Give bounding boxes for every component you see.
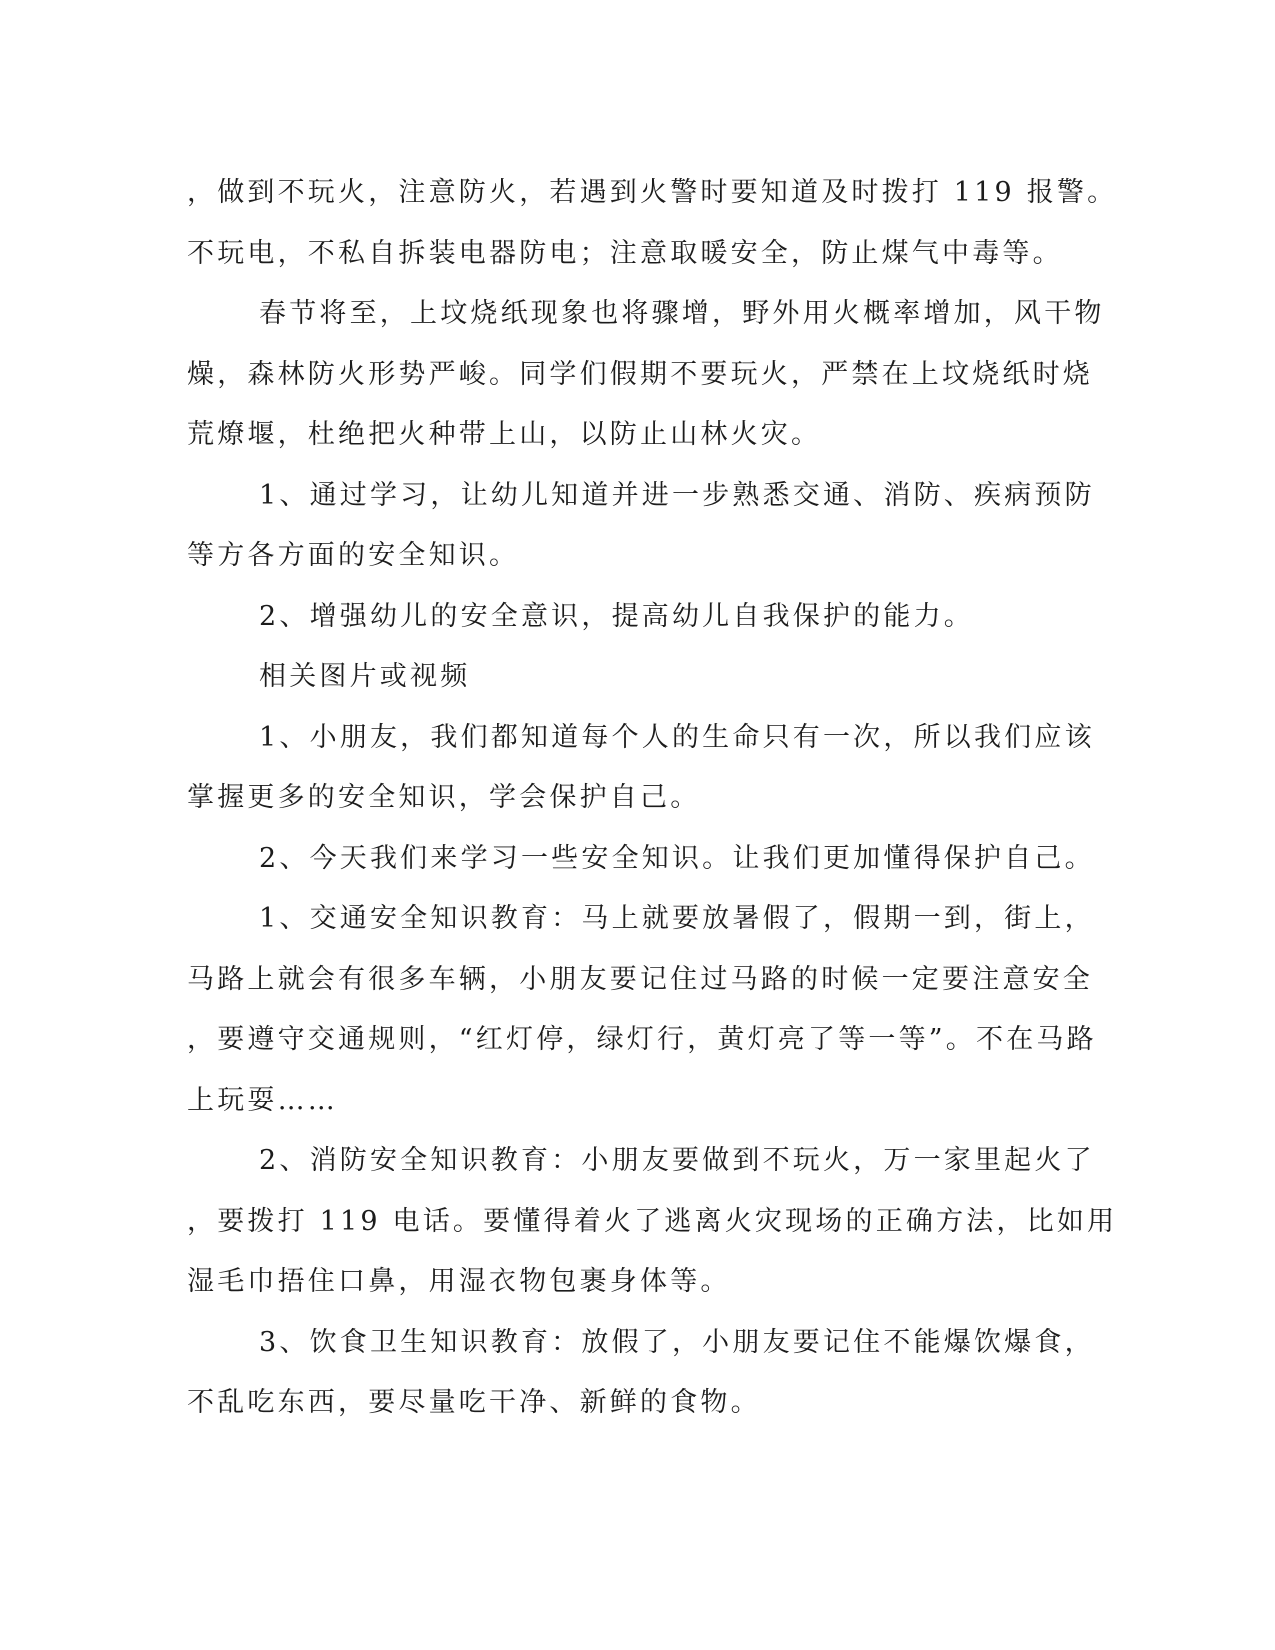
text-line: 1、交通安全知识教育：马上就要放暑假了，假期一到，街上，: [259, 903, 1095, 934]
text-line: 2、增强幼儿的安全意识，提高幼儿自我保护的能力。: [259, 600, 974, 632]
text-line: 湿毛巾捂住口鼻，用湿衣物包裹身体等。: [187, 1266, 731, 1297]
text-line: ，要拨打 119 电话。要懂得着火了逃离火灾现场的正确方法，比如用: [187, 1205, 1118, 1237]
document-body: [187, 163, 1118, 1434]
text-line: 2、今天我们来学习一些安全知识。让我们更加懂得保护自己。: [259, 842, 1095, 874]
text-line: 燥，森林防火形势严峻。同学们假期不要玩火，严禁在上坟烧纸时烧: [187, 358, 1093, 390]
text-line: 1、小朋友，我们都知道每个人的生命只有一次，所以我们应该: [259, 721, 1095, 753]
text-line: 上玩耍……: [187, 1084, 338, 1116]
text-line: 相关图片或视频: [259, 661, 471, 692]
text-line: 马路上就会有很多车辆，小朋友要记住过马路的时候一定要注意安全: [187, 963, 1093, 995]
text-line: ，做到不玩火，注意防火，若遇到火警时要知道及时拨打 119 报警。: [187, 177, 1118, 208]
text-line: 1、通过学习，让幼儿知道并进一步熟悉交通、消防、疾病预防: [259, 479, 1095, 511]
text-line: 不乱吃东西，要尽量吃干净、新鲜的食物。: [187, 1387, 761, 1418]
text-line: 等方各方面的安全知识。: [187, 540, 520, 571]
text-line: 掌握更多的安全知识，学会保护自己。: [187, 782, 701, 813]
text-line: ，要遵守交通规则，“红灯停，绿灯行，黄灯亮了等一等”。不在马路: [187, 1024, 1097, 1055]
text-line: 不玩电，不私自拆装电器防电；注意取暖安全，防止煤气中毒等。: [187, 237, 1063, 269]
text-line: 荒燎堰，杜绝把火种带上山，以防止山林火灾。: [187, 419, 822, 450]
text-line: 春节将至，上坟烧纸现象也将骤增，野外用火概率增加，风干物: [259, 298, 1105, 329]
text-line: 2、消防安全知识教育：小朋友要做到不玩火，万一家里起火了: [259, 1145, 1095, 1176]
text-line: 3、饮食卫生知识教育：放假了，小朋友要记住不能爆饮爆食，: [259, 1326, 1095, 1358]
